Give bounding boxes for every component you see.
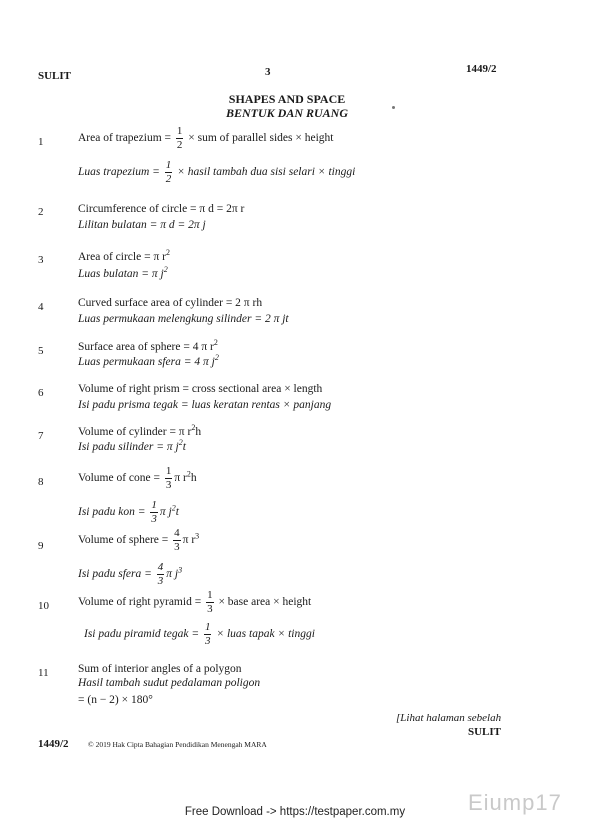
exponent: 2 bbox=[165, 248, 170, 258]
paper-code: 1449/2 bbox=[466, 63, 497, 75]
formula-text: π r bbox=[174, 472, 187, 485]
next-page-note: [Lihat halaman sebelah bbox=[396, 712, 502, 724]
numerator: 4 bbox=[157, 561, 164, 573]
formula-en: Circumference of circle = π d = 2π r bbox=[78, 203, 245, 215]
page-number: 3 bbox=[265, 66, 271, 78]
formula-number: 8 bbox=[38, 476, 44, 488]
formula-en bbox=[78, 423, 202, 438]
fraction bbox=[157, 562, 165, 587]
formula-text: π j bbox=[159, 506, 172, 519]
formula-text: × base area × height bbox=[215, 596, 312, 609]
formula-ms: Lilitan bulatan = π d = 2π j bbox=[78, 219, 206, 231]
formula-text: Volume of right pyramid = bbox=[78, 596, 205, 609]
formula-text: Luas bulatan = π j bbox=[78, 268, 164, 280]
fraction bbox=[150, 500, 158, 525]
exponent: 3 bbox=[178, 565, 183, 575]
formula-ms bbox=[84, 622, 315, 647]
exponent: 2 bbox=[178, 438, 183, 448]
footer-paper-code: 1449/2 bbox=[38, 738, 69, 750]
formula-ms: Hasil tambah sudut pedalaman poligon bbox=[78, 677, 261, 689]
formula-en bbox=[78, 466, 197, 491]
formula-en bbox=[78, 126, 333, 151]
formula-text: Isi padu piramid tegak = bbox=[84, 628, 202, 641]
formula-en bbox=[78, 338, 218, 353]
denominator: 2 bbox=[176, 139, 183, 151]
section-title-ms: BENTUK DAN RUANG bbox=[225, 106, 348, 120]
formula-number: 7 bbox=[38, 430, 44, 442]
formula-text: Area of trapezium = bbox=[78, 132, 174, 145]
formula-text: × hasil tambah dua sisi selari × tinggi bbox=[174, 166, 356, 179]
formula-en: Sum of interior angles of a polygon bbox=[78, 663, 242, 675]
formula-text: π j bbox=[166, 568, 179, 581]
formula-text: Isi padu kon = bbox=[78, 506, 149, 519]
exponent: 2 bbox=[191, 423, 196, 433]
download-link[interactable]: Free Download -> https://testpaper.com.my bbox=[184, 806, 406, 818]
header-sulit: SULIT bbox=[38, 70, 72, 82]
formula-number: 2 bbox=[38, 206, 44, 218]
formula-text: Isi padu silinder = π j bbox=[78, 441, 179, 453]
formula-ms: Isi padu prisma tegak = luas keratan rentas × panjang bbox=[78, 399, 332, 411]
watermark: Eiump17 bbox=[468, 790, 562, 815]
copyright-notice: © 2019 Hak Cipta Bahagian Pendidikan Menengah MARA bbox=[88, 740, 267, 749]
formula-number: 1 bbox=[38, 136, 44, 148]
fraction bbox=[176, 126, 184, 151]
formula-en bbox=[78, 528, 199, 553]
formula-number: 6 bbox=[38, 387, 44, 399]
fraction bbox=[206, 590, 214, 615]
denominator: 2 bbox=[165, 173, 172, 185]
denominator: 3 bbox=[151, 513, 157, 525]
formula-ms bbox=[78, 265, 168, 280]
fraction bbox=[173, 528, 181, 553]
formula-text: Isi padu sfera = bbox=[78, 568, 155, 581]
formula-text: Luas permukaan sfera = 4 π j bbox=[78, 356, 215, 368]
exponent: 2 bbox=[186, 469, 191, 479]
formula-text: × sum of parallel sides × height bbox=[185, 132, 334, 145]
exponent: 2 bbox=[213, 338, 218, 348]
formula-expression: = (n − 2) × 180° bbox=[78, 694, 153, 706]
numerator: 1 bbox=[151, 499, 157, 511]
formula-text: Luas trapezium = bbox=[78, 166, 163, 179]
scan-speck bbox=[392, 106, 395, 109]
formula-en: Volume of right prism = cross sectional area × length bbox=[78, 383, 323, 395]
formula-text: t bbox=[182, 441, 186, 453]
formula-ms: Luas permukaan melengkung silinder = 2 π jt bbox=[78, 313, 289, 325]
fraction bbox=[165, 466, 173, 491]
exponent: 2 bbox=[171, 503, 176, 513]
denominator: 3 bbox=[204, 635, 211, 647]
formula-en bbox=[78, 248, 170, 263]
formula-number: 4 bbox=[38, 301, 44, 313]
formula-number: 9 bbox=[38, 540, 44, 552]
denominator: 3 bbox=[165, 479, 172, 491]
numerator: 1 bbox=[176, 125, 183, 137]
numerator: 1 bbox=[165, 159, 172, 171]
formula-number: 11 bbox=[38, 667, 49, 679]
formula-ms bbox=[78, 160, 355, 185]
fraction bbox=[204, 622, 212, 647]
denominator: 3 bbox=[207, 603, 213, 615]
exponent: 3 bbox=[195, 531, 200, 541]
footer-sulit: SULIT bbox=[468, 726, 502, 738]
numerator: 1 bbox=[207, 589, 213, 601]
exponent: 2 bbox=[214, 353, 219, 363]
formula-ms bbox=[78, 353, 219, 368]
denominator: 3 bbox=[174, 541, 180, 553]
formula-text: × luas tapak × tinggi bbox=[213, 628, 315, 641]
formula-text: t bbox=[175, 506, 179, 519]
formula-text: Volume of sphere = bbox=[78, 534, 172, 547]
formula-text: Surface area of sphere = 4 π r bbox=[78, 341, 214, 353]
fraction bbox=[165, 160, 173, 185]
formula-number: 5 bbox=[38, 345, 44, 357]
formula-text: Volume of cone = bbox=[78, 472, 163, 485]
formula-text: π r bbox=[182, 534, 196, 547]
formula-ms bbox=[78, 562, 182, 587]
formula-text: Area of circle = π r bbox=[78, 251, 166, 263]
formula-en: Curved surface area of cylinder = 2 π rh bbox=[78, 297, 263, 309]
formula-text: Volume of cylinder = π r bbox=[78, 426, 192, 438]
denominator: 3 bbox=[157, 575, 164, 587]
formula-ms bbox=[78, 500, 179, 525]
formula-text: h bbox=[190, 472, 197, 485]
formula-ms bbox=[78, 438, 186, 453]
numerator: 1 bbox=[165, 465, 172, 477]
numerator: 4 bbox=[174, 527, 180, 539]
formula-en bbox=[78, 590, 311, 615]
formula-text: h bbox=[195, 426, 202, 438]
numerator: 1 bbox=[204, 621, 211, 633]
section-title-en: SHAPES AND SPACE bbox=[228, 92, 346, 106]
formula-number: 3 bbox=[38, 254, 44, 266]
formula-number: 10 bbox=[38, 600, 49, 612]
exponent: 2 bbox=[163, 265, 168, 275]
